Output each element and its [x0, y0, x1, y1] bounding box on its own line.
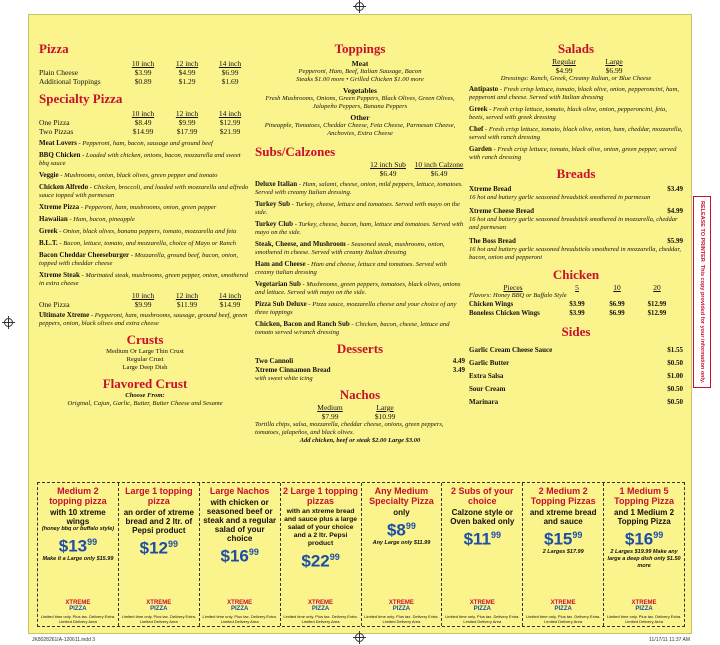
- file-name-footer: JK8028261IA-120611.indd 3: [32, 637, 96, 643]
- coupon[interactable]: [362, 483, 443, 626]
- coupon-body: an order of xtreme bread and 2 ltr. of Pepsi product: [123, 508, 194, 535]
- price: $3.99: [134, 68, 152, 77]
- middle-column: [255, 41, 465, 445]
- row-label: One Pizza: [39, 300, 70, 309]
- menu-item: Ultimate Xtreme - Pepperoni, ham, mushrooms, sausage, ground beef, green peppers, onion, black olives and extra cheese: [39, 311, 248, 327]
- size-label: 14 inch: [218, 59, 242, 68]
- coupon-headline: 1 Medium 5 Topping Pizza: [614, 486, 674, 506]
- coupon-headline: 2 Subs of your choice: [451, 486, 514, 506]
- bread-desc: 16 hot and buttery garlic seasoned breadsticks smothered in mozzarella, cheddar, bacon, onion and pepperoni: [469, 246, 681, 261]
- count-label: 10: [613, 283, 621, 292]
- xtreme-pizza-logo: XTREME PIZZA: [550, 600, 576, 612]
- coupon-body: and xtreme bread and sauce: [529, 508, 597, 526]
- menu-item: Steak, Cheese, and Mushroom - Seasoned steak, mushrooms, onion, smothered in cheese. Served with creamy Italian dressing: [255, 240, 445, 256]
- release-note: This copy provided for your information only.: [699, 264, 705, 384]
- release-label: RELEASE TO PRINTER: [699, 200, 705, 262]
- coupon-fine-print: Limited time only. Plus tax. Delivery Extra. Limited Delivery Area: [283, 614, 358, 624]
- chicken-header: [469, 283, 683, 292]
- price: $11.99: [176, 300, 198, 309]
- coupon-fine-print: Limited time only. Plus tax. Delivery Extra. Limited Delivery Area: [40, 614, 116, 624]
- chicken-row: Boneless Chicken Wings $3.99 $6.99 $12.99: [469, 310, 667, 317]
- coupon-price: $\$12^{99}$: [139, 538, 178, 558]
- side-row: Marinara $0.50: [469, 398, 683, 406]
- right-column: [469, 41, 683, 409]
- price: $14.99: [132, 127, 154, 136]
- nachos-desc: Tortilla chips, salsa, mozzarella, cheddar cheese, onions, green peppers, tomatoes, jalapeños, and black olives.: [255, 421, 444, 436]
- bread-desc: 16 hot and buttery garlic seasoned breadstick smothered in parmesan: [469, 194, 651, 201]
- price: $8.49: [134, 118, 152, 127]
- price: $6.99: [605, 66, 623, 75]
- coupon[interactable]: [523, 483, 604, 626]
- price-row: [39, 300, 251, 309]
- side-row: Sour Cream $0.50: [469, 385, 683, 393]
- coupon-body: Calzone style or Oven baked only: [450, 508, 515, 526]
- price-row: [39, 68, 251, 77]
- registration-mark-icon: [355, 633, 364, 642]
- coupon-fine-print: Limited time only. Plus tax. Delivery Extra. Limited Delivery Area: [445, 614, 520, 624]
- coupon-upsell: Any Large only $11.99: [372, 539, 431, 546]
- menu-item: Deluxe Italian - Ham, salami, cheese, onion, mild peppers, lettuce, tomatoes. Served with creamy Italian dressing.: [255, 180, 463, 196]
- salads-title: Salads: [557, 41, 595, 56]
- menu-item: Garden - Fresh crisp lettuce, tomato, black olive, onion, green pepper, served with ranch dressing: [469, 145, 677, 161]
- choose-label: Choose From:: [125, 392, 165, 399]
- menu-item: Vegetarian Sub - Mushrooms, green peppers, tomatoes, black olives, onions and lettuce. Served with mayo on the side.: [255, 280, 461, 296]
- coupon-upsell: 2 Larges $17.99: [542, 548, 584, 555]
- price-row: [255, 169, 465, 178]
- price: $17.99: [176, 127, 198, 136]
- row-label: Two Pizzas: [39, 127, 74, 136]
- menu-item: Pizza Sub Deluxe - Pizza sauce, mozzarella cheese and your choice of any three toppings: [255, 300, 457, 316]
- menu-item: Turkey Club - Turkey, cheese, bacon, ham, lettuce and tomatoes. Served with mayo on the side.: [255, 220, 464, 236]
- xtreme-pizza-logo: XTREME PIZZA: [388, 600, 414, 612]
- pizza-title: Pizza: [39, 41, 69, 56]
- coupon-upsell: 2 Larges $19.99 Make any large a deep dish only $1.50 more: [607, 548, 681, 569]
- dessert-row: Xtreme Cinnamon Bread 3.49: [255, 366, 465, 374]
- size-label: 14 inch: [218, 291, 242, 300]
- chicken-title: Chicken: [552, 267, 600, 282]
- price-row: [39, 127, 251, 136]
- bread-row: Xtreme Bread $3.49: [469, 185, 683, 193]
- coupon-price: $\$15^{99}$: [543, 529, 583, 549]
- size-label: 12 inch: [175, 109, 199, 118]
- count-label: 20: [653, 283, 661, 292]
- release-to-printer-tab: [693, 196, 711, 388]
- menu-item: Greek - Onion, black olives, banana peppers, tomato, mozzarella and feta: [39, 227, 237, 235]
- topping-group-title: Meat: [351, 59, 369, 68]
- size-label: 12 inch Sub: [370, 160, 406, 169]
- size-label: 10 inch: [131, 291, 155, 300]
- menu-item: B.L.T. - Bacon, lettuce, tomato, and mozzarella, choice of Mayo or Ranch: [39, 239, 237, 247]
- specialty-list: [39, 139, 251, 288]
- menu-item: Chef - Fresh crisp lettuce, tomato, black olive, onion, ham, cheddar, mozzarella, served with ranch dressing: [469, 125, 683, 141]
- price: $6.49: [379, 169, 397, 178]
- price: $4.99: [555, 66, 573, 75]
- bread-row: Xtreme Cheese Bread $4.99: [469, 207, 683, 215]
- desserts-title: Desserts: [336, 341, 384, 356]
- bread-row: The Boss Bread $5.99: [469, 237, 683, 245]
- price: $1.29: [178, 77, 196, 86]
- price: $10.99: [374, 412, 396, 421]
- nachos-size-header: [255, 403, 465, 412]
- size-label: 12 inch: [175, 291, 199, 300]
- menu-item: Hawaiian - Ham, bacon, pineapple: [39, 215, 135, 223]
- coupon-headline: Large Nachos: [209, 486, 270, 496]
- coupon[interactable]: [281, 483, 362, 626]
- specialty-size-header: [39, 109, 251, 118]
- size-label: 12 inch: [175, 59, 199, 68]
- price: $6.99: [221, 68, 239, 77]
- coupon-price: $\$13^{99}$: [58, 536, 98, 556]
- topping-list: Pepperoni, Ham, Beef, Italian Sausage, Bacon: [298, 68, 422, 75]
- size-label: Large: [605, 57, 623, 66]
- crust-line: Regular Crust: [126, 356, 164, 363]
- menu-item: Antipasto - Fresh crisp lettuce, tomato, black olive, onion, pepperoncini, ham, pepperoni and cheese. Served with Italian dressing: [469, 85, 679, 101]
- row-label: Plain Cheese: [39, 68, 78, 77]
- coupon-body: only: [393, 508, 410, 517]
- registration-mark-icon: [4, 318, 13, 327]
- row-label: One Pizza: [39, 118, 70, 127]
- crusts-title: Crusts: [126, 332, 164, 347]
- coupon[interactable]: [119, 483, 200, 626]
- coupon-price: $\$16^{99}$: [220, 546, 259, 566]
- menu-item: Greek - Fresh crisp lettuce, tomato, black olive, onion, pepperoncini, feta, beets, served with greek dressing: [469, 105, 667, 121]
- dessert-note: with sweet white icing: [255, 375, 313, 382]
- topping-group-title: Other: [350, 113, 370, 122]
- price-row: [39, 77, 251, 86]
- side-row: Garlic Cream Cheese Sauce $1.55: [469, 346, 683, 354]
- size-label: 10 inch: [131, 59, 155, 68]
- coupon-headline: 2 Large 1 topping pizzas: [283, 486, 359, 506]
- price: $9.99: [178, 118, 196, 127]
- xtreme-pizza-logo: XTREME PIZZA: [308, 600, 334, 612]
- coupon-note: (honey bbq or buffalo style): [41, 526, 115, 532]
- price: $12.99: [219, 118, 241, 127]
- coupon-body: and 1 Medium 2 Topping Pizza: [614, 508, 675, 526]
- price: $1.69: [221, 77, 239, 86]
- xtreme-pizza-logo: XTREME PIZZA: [227, 600, 253, 612]
- nachos-title: Nachos: [339, 387, 381, 402]
- subs-title: Subs/Calzones: [255, 144, 336, 159]
- menu-sheet: [28, 14, 692, 634]
- menu-item: Meat Lovers - Pepperoni, ham, bacon, sausage and ground beef: [39, 139, 213, 147]
- pizza-size-header: [39, 59, 251, 68]
- pieces-label: Pieces: [503, 283, 523, 292]
- coupon-price: $\$22^{99}$: [301, 551, 340, 571]
- menu-item: Chicken Alfredo - Chicken, broccoli, and loaded with mozzarella and alfredo sauce topped with parmesan: [39, 183, 249, 199]
- side-row: Garlic Butter $0.50: [469, 359, 683, 367]
- topping-group-title: Vegetables: [343, 86, 377, 95]
- chicken-flavors: Flavors: Honey BBQ or Buffalo Style: [469, 292, 567, 299]
- dessert-row: Two Cannoli 4.49: [255, 357, 465, 365]
- left-column: [39, 41, 251, 408]
- chicken-row: Chicken Wings $3.99 $6.99 $12.99: [469, 301, 667, 308]
- count-label: 5: [575, 283, 579, 292]
- coupon-body: with chicken or seasoned beef or steak and a regular salad of your choice: [203, 498, 277, 543]
- menu-item: Veggie - Mushrooms, onion, black olives, green pepper and tomato: [39, 171, 218, 179]
- coupon-fine-print: Limited time only. Plus tax. Delivery Extra. Limited Delivery Area: [202, 614, 277, 624]
- price: $0.89: [134, 77, 152, 86]
- coupon-fine-print: Limited time only. Plus tax. Delivery Extra. Limited Delivery Area: [364, 614, 439, 624]
- coupon-price: $\$11^{99}$: [463, 529, 502, 549]
- coupon-price: $\$8^{99}$: [386, 520, 416, 540]
- coupon-body: with 10 xtreme wings: [50, 508, 106, 526]
- size-label: Regular: [552, 57, 576, 66]
- timestamp-footer: 11/17/11 11:37 AM: [649, 637, 690, 643]
- sides-title: Sides: [561, 324, 591, 339]
- xtreme-pizza-logo: XTREME PIZZA: [469, 600, 495, 612]
- coupon[interactable]: [604, 483, 684, 626]
- coupon-body: with an xtreme bread and sauce plus a large salad of your choice and a 2 ltr. Pepsi product: [284, 508, 358, 547]
- price: $14.99: [219, 300, 241, 309]
- subs-size-header: [255, 160, 465, 169]
- size-label: Medium: [317, 403, 343, 412]
- ultimate-size-header: [39, 291, 251, 300]
- menu-item: Chicken, Bacon and Ranch Sub - Chicken, bacon, cheese, lettuce and tomato served w/ranch dressing: [255, 320, 450, 336]
- topping-list: Fresh Mushrooms, Onions, Green Peppers, Black Olives, Green Olives, Jalapeño Peppers, Banana Peppers: [265, 95, 455, 110]
- menu-item: Xtreme Pizza - Pepperoni, ham, mushrooms, onion, green pepper: [39, 203, 217, 211]
- breads-title: Breads: [556, 166, 596, 181]
- coupon-upsell: Make it a Large only $15.99: [42, 555, 114, 562]
- coupon-headline: Medium 2 topping pizza: [49, 486, 107, 506]
- coupon-fine-print: Limited time only. Plus tax. Delivery Extra. Limited Delivery Area: [121, 614, 197, 624]
- specialty-title: Specialty Pizza: [39, 91, 123, 106]
- coupon[interactable]: [38, 483, 119, 626]
- coupon-strip: [37, 482, 685, 627]
- price: $21.99: [219, 127, 241, 136]
- topping-extra: Steaks $1.00 more • Grilled Chicken $1.00 more: [296, 76, 424, 83]
- menu-item: Bacon Cheddar Cheeseburger - Mozzarella, ground beef, bacon, onion, topped with cheddar cheese: [39, 251, 239, 267]
- menu-item: BBQ Chicken - Loaded with chicken, onions, bacon, mozzarella and sweet bbq sauce: [39, 151, 241, 167]
- coupon-headline: Large 1 topping pizza: [125, 486, 193, 506]
- menu-item: Ham and Cheese - Ham and cheese, lettuce and tomatoes. Served with creamy italian dressing: [255, 260, 447, 276]
- side-row: Extra Salsa $1.00: [469, 372, 683, 380]
- price: $9.99: [134, 300, 152, 309]
- coupon-headline: Any Medium Specialty Pizza: [369, 486, 434, 506]
- flavored-crust-title: Flavored Crust: [102, 376, 188, 391]
- bread-desc: 16 hot and buttery garlic seasoned breadstick smothered in mozzarella, cheddar and parmesan: [469, 216, 678, 231]
- row-label: Additional Toppings: [39, 77, 101, 86]
- nachos-add: Add chicken, beef or steak $2.00 Large $3.00: [299, 437, 421, 444]
- size-label: Large: [376, 403, 394, 412]
- price: $6.49: [430, 169, 448, 178]
- price-row: [255, 412, 465, 421]
- xtreme-pizza-logo: XTREME PIZZA: [146, 600, 172, 612]
- price-row: [469, 66, 683, 75]
- coupon-headline: 2 Medium 2 Topping Pizzas: [530, 486, 596, 506]
- crust-line: Medium Or Large Thin Crust: [106, 348, 184, 355]
- xtreme-pizza-logo: XTREME PIZZA: [65, 600, 91, 612]
- coupon-fine-print: Limited time only. Plus tax. Delivery Extra. Limited Delivery Area: [606, 614, 682, 624]
- price: $4.99: [178, 68, 196, 77]
- coupon[interactable]: [200, 483, 281, 626]
- menu-item: Xtreme Steak - Marinated steak, mushrooms, green pepper, onion, smothered in extra cheese: [39, 271, 249, 287]
- coupon-fine-print: Limited time only. Plus tax. Delivery Extra. Limited Delivery Area: [525, 614, 601, 624]
- price-row: [39, 118, 251, 127]
- salads-size-header: [469, 57, 683, 66]
- toppings-title: Toppings: [334, 41, 386, 56]
- coupon[interactable]: [442, 483, 523, 626]
- flavored-list: Original, Cajun, Garlic, Butter, Butter Cheese and Sesame: [67, 400, 223, 407]
- price: $7.99: [321, 412, 339, 421]
- menu-item: Turkey Sub - Turkey, cheese, lettuce and tomatoes. Served with mayo on the side.: [255, 200, 460, 216]
- coupon-price: $\$16^{99}$: [624, 529, 664, 549]
- xtreme-pizza-logo: XTREME PIZZA: [631, 600, 657, 612]
- crust-line: Large Deep Dish: [122, 364, 168, 371]
- size-label: 14 inch: [218, 109, 242, 118]
- size-label: 10 inch: [131, 109, 155, 118]
- dressings: Dressings: Ranch, Greek, Creamy Italian, or Blue Cheese: [500, 75, 652, 82]
- topping-list: Pineapple, Tomatoes, Cheddar Cheese, Feta Cheese, Parmesan Cheese, Anchovies, Extra Cheese: [264, 122, 456, 137]
- size-label: 10 inch Calzone: [414, 160, 464, 169]
- registration-mark-icon: [355, 2, 364, 11]
